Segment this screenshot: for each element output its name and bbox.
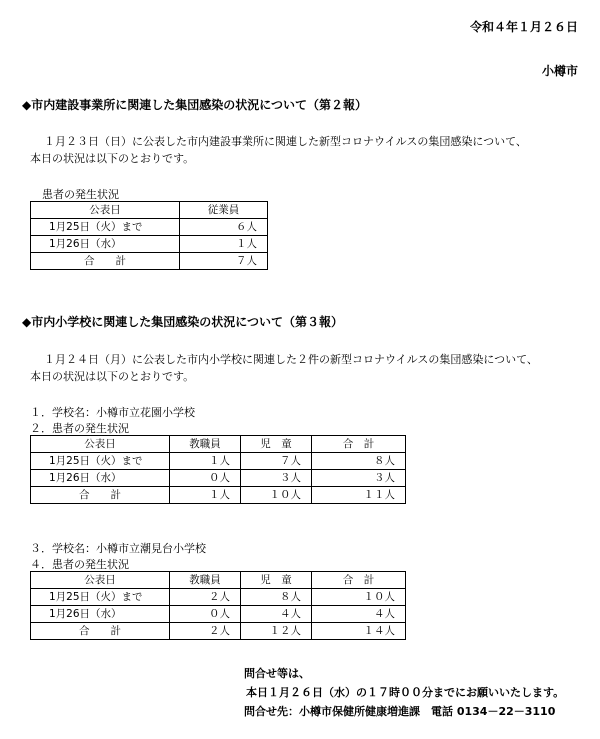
table-cell: ０人 <box>170 606 241 623</box>
table-cell: １０人 <box>241 487 312 504</box>
table-cell: 1月26日（水） <box>31 470 170 487</box>
table-cell: １０人 <box>312 589 406 606</box>
school2-caption: ４．患者の発生状況 <box>30 558 129 571</box>
table-header-row <box>31 436 406 453</box>
table-cell: 1月26日（水） <box>31 236 180 253</box>
table-cell: 合 計 <box>31 487 170 504</box>
table-cell: ７人 <box>180 253 268 270</box>
section1-body-line2: 本日の状況は以下のとおりです。 <box>30 152 195 165</box>
table-header-cell: 教職員 <box>170 436 241 453</box>
table-cell: ４人 <box>312 606 406 623</box>
table-cell: １１人 <box>312 487 406 504</box>
section1-table <box>30 201 268 270</box>
contact-line3: 問合せ先：小樽市保健所健康増進課 電話 0134－22－3110 <box>244 705 556 718</box>
school2-table <box>30 571 406 640</box>
table-header-cell: 合 計 <box>312 572 406 589</box>
table-header-cell: 児 童 <box>241 436 312 453</box>
issuing-org: 小樽市 <box>541 64 578 78</box>
school1-table <box>30 435 406 504</box>
school1-label: １．学校名：小樽市立花園小学校 <box>30 406 195 419</box>
document-date: 令和４年１月２６日 <box>469 20 578 34</box>
section2-body-line2: 本日の状況は以下のとおりです。 <box>30 370 195 383</box>
contact-line2: 本日１月２６日（水）の１７時００分までにお願いいたします。 <box>246 686 565 699</box>
contact-line1: 問合せ等は、 <box>244 667 310 680</box>
section1-body-line1: １月２３日（日）に公表した市内建設事業所に関連した新型コロナウイルスの集団感染について、 <box>44 135 527 148</box>
table-total-row <box>31 253 268 270</box>
table-cell: ８人 <box>241 589 312 606</box>
table-header-cell: 公表日 <box>31 436 170 453</box>
table-cell: ４人 <box>241 606 312 623</box>
table-row <box>31 236 268 253</box>
table-cell: ３人 <box>312 470 406 487</box>
table-header-row <box>31 202 268 219</box>
table-cell: ７人 <box>241 453 312 470</box>
table-cell: １人 <box>170 487 241 504</box>
table-row <box>31 589 406 606</box>
table-total-row <box>31 487 406 504</box>
table-cell: ０人 <box>170 470 241 487</box>
table-cell: 1月26日（水） <box>31 606 170 623</box>
table-row <box>31 453 406 470</box>
table-cell: １４人 <box>312 623 406 640</box>
table-cell: ６人 <box>180 219 268 236</box>
table-row <box>31 470 406 487</box>
table-cell: １２人 <box>241 623 312 640</box>
table-cell: 合 計 <box>31 623 170 640</box>
table-cell: １人 <box>180 236 268 253</box>
table-header-cell: 児 童 <box>241 572 312 589</box>
table-header-cell: 合 計 <box>312 436 406 453</box>
table-cell: 1月25日（火）まで <box>31 219 180 236</box>
table-header-cell: 教職員 <box>170 572 241 589</box>
table-row <box>31 606 406 623</box>
table-cell: ８人 <box>312 453 406 470</box>
table-cell: 1月25日（火）まで <box>31 453 170 470</box>
table-cell: ３人 <box>241 470 312 487</box>
section1-title: ◆市内建設事業所に関連した集団感染の状況について（第２報） <box>22 98 367 112</box>
table-header-cell: 公表日 <box>31 572 170 589</box>
school1-caption: ２．患者の発生状況 <box>30 422 129 435</box>
school2-label: ３．学校名：小樽市立潮見台小学校 <box>30 542 206 555</box>
table-header-cell: 公表日 <box>31 202 180 219</box>
table-header-row <box>31 572 406 589</box>
table-cell: 合 計 <box>31 253 180 270</box>
table-header-cell: 従業員 <box>180 202 268 219</box>
table-cell: ２人 <box>170 623 241 640</box>
section2-title: ◆市内小学校に関連した集団感染の状況について（第３報） <box>22 315 343 329</box>
table-cell: 1月25日（火）まで <box>31 589 170 606</box>
table-total-row <box>31 623 406 640</box>
section1-table-caption: 患者の発生状況 <box>42 188 119 201</box>
section2-body-line1: １月２４日（月）に公表した市内小学校に関連した２件の新型コロナウイルスの集団感染について、 <box>44 353 538 366</box>
table-row <box>31 219 268 236</box>
table-cell: ２人 <box>170 589 241 606</box>
table-cell: １人 <box>170 453 241 470</box>
